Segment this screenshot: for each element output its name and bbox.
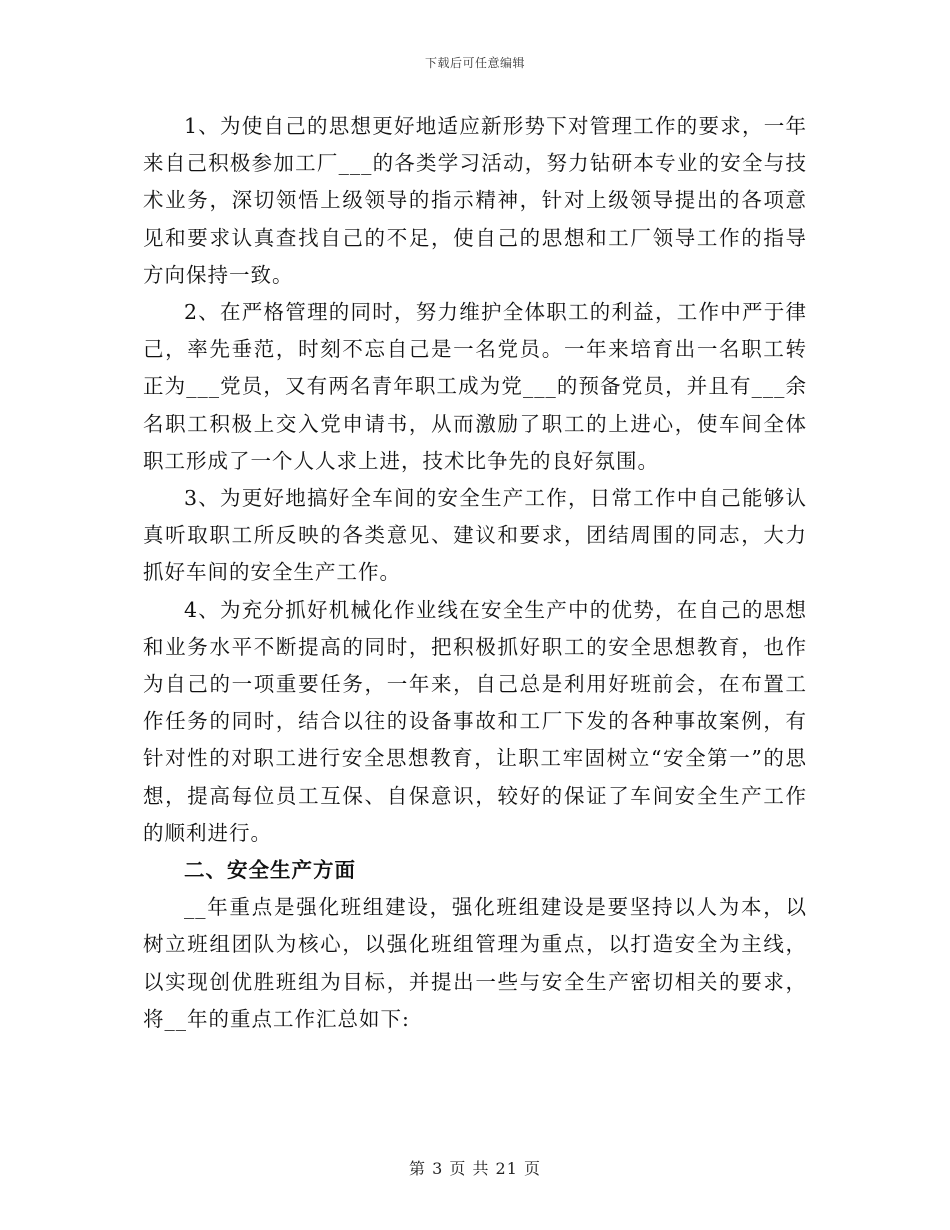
paragraph-5: __年重点是强化班组建设，强化班组建设是要坚持以人为本，以树立班组团队为核心，以强化班组管理为重点，以打造安全为主线，以实现创优胜班组为目标，并提出一些与安全生产密切相关的要求，将__年的重点工作汇总如下:: [143, 895, 807, 1031]
document-body: [143, 108, 807, 1038]
paragraph-1: 1、为使自己的思想更好地适应新形势下对管理工作的要求，一年来自己积极参加工厂___的各类学习活动，努力钻研本专业的安全与技术业务，深切领悟上级领导的指示精神，针对上级领导提出的各项意见和要求认真查找自己的不足，使自己的思想和工厂领导工作的指导方向保持一致。: [143, 114, 807, 287]
paragraph-2: 2、在严格管理的同时，努力维护全体职工的利益，工作中严于律己，率先垂范，时刻不忘自己是一名党员。一年来培育出一名职工转正为___党员，又有两名青年职工成为党___的预备党员，并且有___余名职工积极上交入党申请书，从而激励了职工的上进心，使车间全体职工形成了一个人人求上进，技术比争先的良好氛围。: [143, 300, 807, 473]
page-header: 下载后可任意编辑: [424, 56, 525, 70]
paragraph-4: 4、为充分抓好机械化作业线在安全生产中的优势，在自己的思想和业务水平不断提高的同时，把积极抓好职工的安全思想教育，也作为自己的一项重要任务，一年来，自己总是利用好班前会，在布置工作任务的同时，结合以往的设备事故和工厂下发的各种事故案例，有针对性的对职工进行安全思想教育，让职工牢固树立“安全第一”的思想，提高每位员工互保、自保意识，较好的保证了车间安全生产工作的顺利进行。: [143, 597, 807, 845]
paragraph-3: 3、为更好地搞好全车间的安全生产工作，日常工作中自己能够认真听取职工所反映的各类意见、建议和要求，团结周围的同志，大力抓好车间的安全生产工作。: [143, 486, 807, 585]
section-heading: 二、安全生产方面: [184, 858, 356, 883]
page-footer: 第 3 页 共 21 页: [409, 1159, 541, 1178]
